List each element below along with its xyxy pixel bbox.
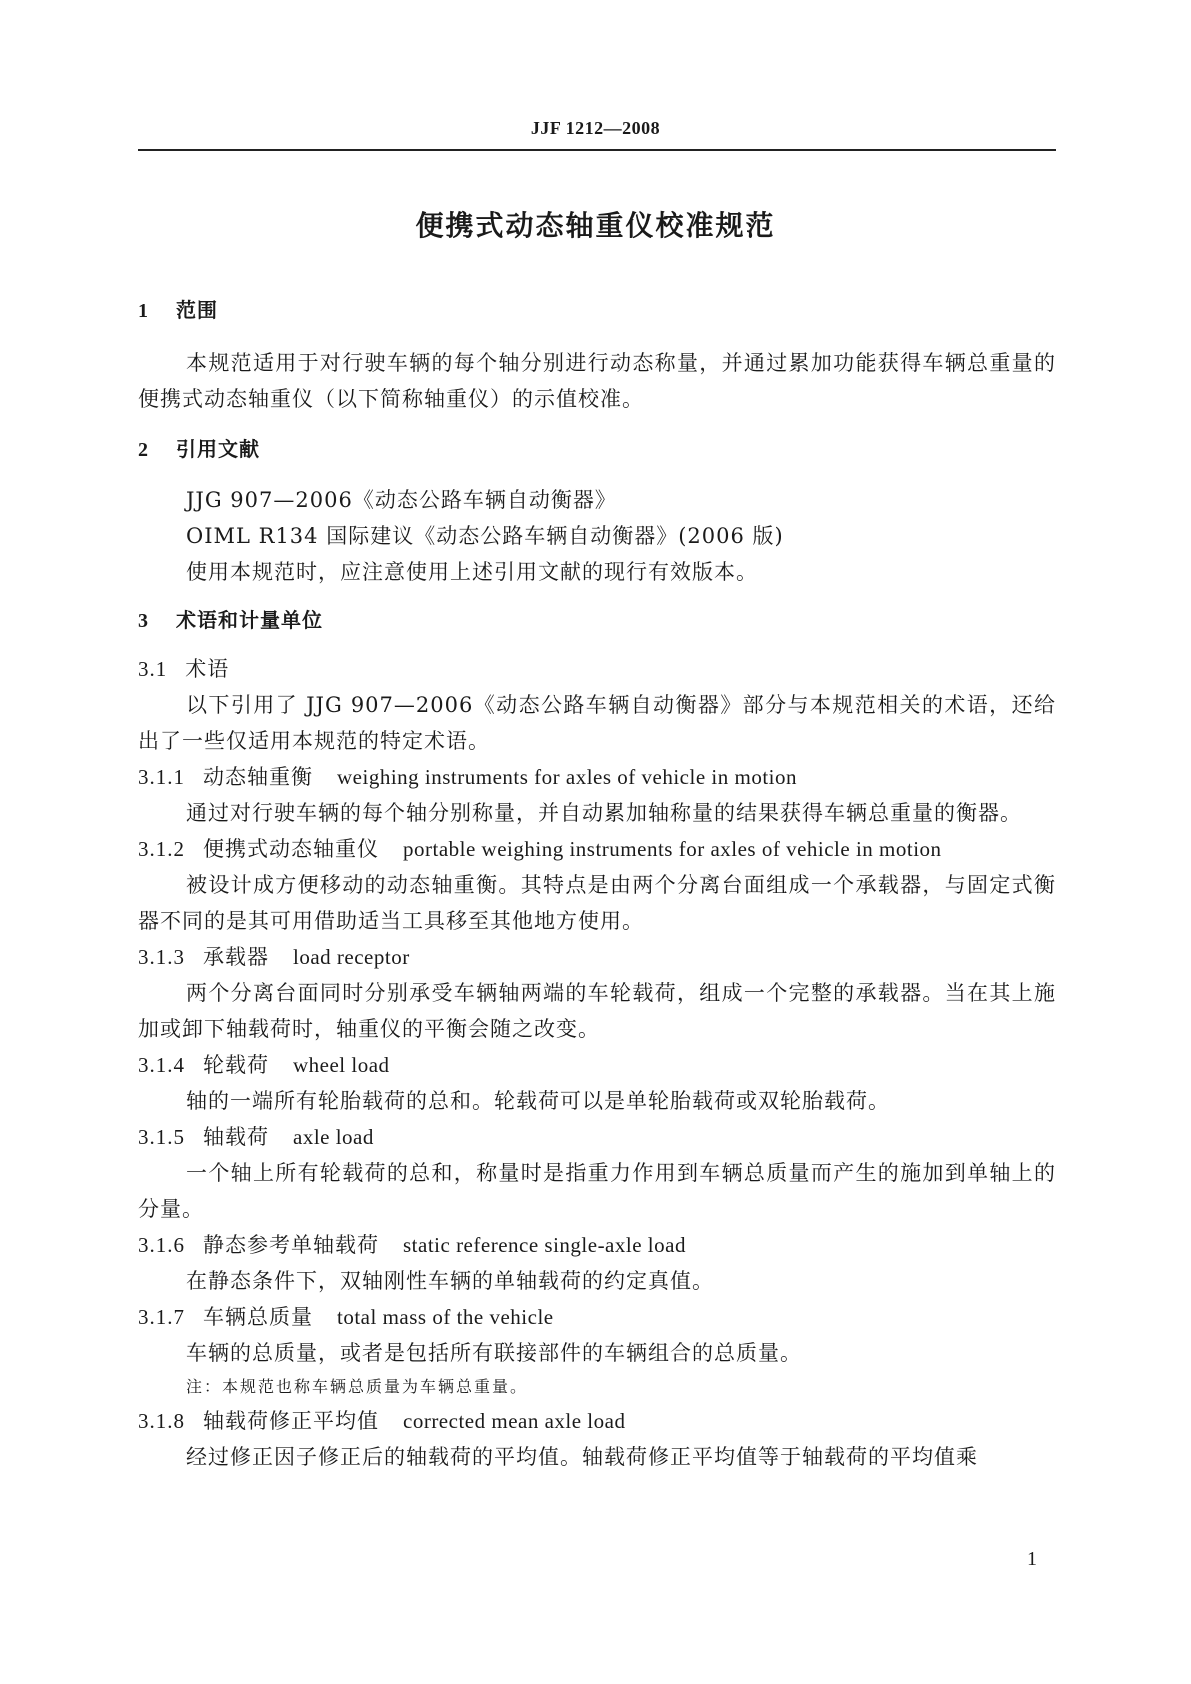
document-body xyxy=(138,294,1056,1475)
header-rule xyxy=(138,149,1056,151)
terms-intro-paragraph: 以下引用了 JJG 907—2006《动态公路车辆自动衡器》部分与本规范相关的术语，还给出了一些仅适用本规范的特定术语。 xyxy=(138,693,1056,753)
term-chinese: 轴载荷 xyxy=(203,1125,269,1149)
page-number: 1 xyxy=(1027,1548,1037,1570)
term-number: 3.1.1 xyxy=(138,765,185,789)
term-definition: 两个分离台面同时分别承受车辆轴两端的车轮载荷，组成一个完整的承载器。当在其上施加或卸下轴载荷时，轴重仪的平衡会随之改变。 xyxy=(138,981,1056,1041)
term-number: 3.1.5 xyxy=(138,1125,185,1149)
term-definition: 在静态条件下，双轴刚性车辆的单轴载荷的约定真值。 xyxy=(186,1269,714,1293)
term-number: 3.1.8 xyxy=(138,1409,185,1433)
section-heading-2 xyxy=(138,433,1056,466)
term-chinese: 承载器 xyxy=(203,945,269,969)
subsection-heading-3-1 xyxy=(138,651,1056,687)
term-english: wheel load xyxy=(293,1053,390,1077)
scope-paragraph: 本规范适用于对行驶车辆的每个轴分别进行动态称量，并通过累加功能获得车辆总重量的便携式动态轴重仪（以下简称轴重仪）的示值校准。 xyxy=(138,351,1056,411)
term-chinese: 动态轴重衡 xyxy=(203,765,313,789)
document-header: JJF 1212—2008 xyxy=(530,118,661,138)
term-definition: 一个轴上所有轮载荷的总和，称量时是指重力作用到车辆总质量而产生的施加到单轴上的分量。 xyxy=(138,1161,1056,1221)
term-heading xyxy=(138,1119,1056,1155)
term-number: 3.1.6 xyxy=(138,1233,185,1257)
term-number: 3.1.7 xyxy=(138,1305,185,1329)
reference-list xyxy=(138,482,1056,590)
term-chinese: 轴载荷修正平均值 xyxy=(203,1409,379,1433)
section-heading-3 xyxy=(138,604,1056,637)
term-definition: 经过修正因子修正后的轴载荷的平均值。轴载荷修正平均值等于轴载荷的平均值乘 xyxy=(186,1445,978,1469)
term-note: 注：本规范也称车辆总质量为车辆总重量。 xyxy=(186,1377,529,1396)
section-number: 2 xyxy=(138,439,149,461)
term-english: load receptor xyxy=(293,945,410,969)
term-heading xyxy=(138,939,1056,975)
term-english: total mass of the vehicle xyxy=(337,1305,554,1329)
term-number: 3.1.2 xyxy=(138,837,185,861)
section-title: 范围 xyxy=(176,298,218,322)
section-number: 3 xyxy=(138,610,149,632)
term-english: weighing instruments for axles of vehicle in motion xyxy=(337,765,797,789)
term-chinese: 车辆总质量 xyxy=(203,1305,313,1329)
section-title: 术语和计量单位 xyxy=(176,608,323,632)
subsection-title: 术语 xyxy=(185,657,230,681)
term-english: corrected mean axle load xyxy=(403,1409,626,1433)
term-chinese: 便携式动态轴重仪 xyxy=(203,837,379,861)
term-heading xyxy=(138,1227,1056,1263)
term-definition: 被设计成方便移动的动态轴重衡。其特点是由两个分离台面组成一个承载器，与固定式衡器不同的是其可用借助适当工具移至其他地方使用。 xyxy=(138,873,1056,933)
document-title: 便携式动态轴重仪校准规范 xyxy=(415,209,776,242)
term-heading xyxy=(138,831,1056,867)
term-heading xyxy=(138,1047,1056,1083)
reference-item: OIML R134 国际建议《动态公路车辆自动衡器》(2006 版) xyxy=(186,524,784,548)
term-english: static reference single-axle load xyxy=(403,1233,686,1257)
term-english: axle load xyxy=(293,1125,374,1149)
term-number: 3.1.3 xyxy=(138,945,185,969)
term-heading xyxy=(138,1299,1056,1335)
subsection-number: 3.1 xyxy=(138,657,168,681)
section-number: 1 xyxy=(138,300,149,322)
term-number: 3.1.4 xyxy=(138,1053,185,1077)
section-title: 引用文献 xyxy=(176,437,260,461)
section-heading-1 xyxy=(138,294,1056,327)
term-heading xyxy=(138,1403,1056,1439)
term-heading xyxy=(138,759,1056,795)
term-definition: 车辆的总质量，或者是包括所有联接部件的车辆组合的总质量。 xyxy=(186,1341,802,1365)
term-chinese: 静态参考单轴载荷 xyxy=(203,1233,379,1257)
term-definition: 轴的一端所有轮胎载荷的总和。轮载荷可以是单轮胎载荷或双轮胎载荷。 xyxy=(186,1089,890,1113)
term-english: portable weighing instruments for axles of vehicle in motion xyxy=(403,837,942,861)
reference-item: JJG 907—2006《动态公路车辆自动衡器》 xyxy=(186,488,617,512)
reference-note: 使用本规范时，应注意使用上述引用文献的现行有效版本。 xyxy=(186,560,758,584)
term-chinese: 轮载荷 xyxy=(203,1053,269,1077)
term-definition: 通过对行驶车辆的每个轴分别称量，并自动累加轴称量的结果获得车辆总重量的衡器。 xyxy=(186,801,1022,825)
